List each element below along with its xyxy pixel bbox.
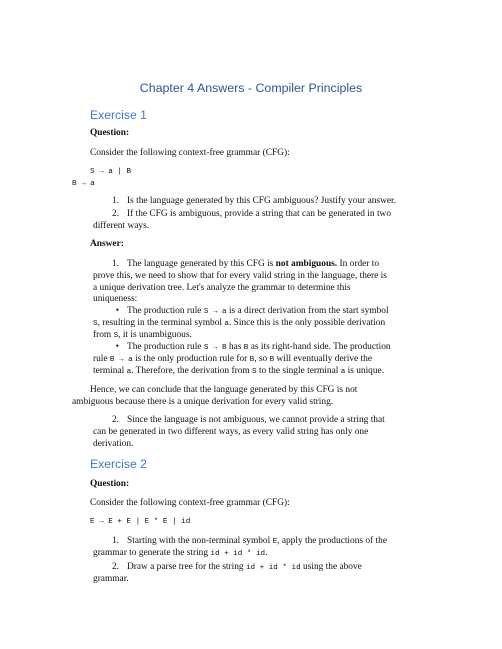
bullet-text: is unique. xyxy=(345,366,385,376)
grammar-rule-e: E → E + E | E * E | id xyxy=(90,518,191,526)
inline-code: B → a xyxy=(109,356,133,364)
inline-code: a xyxy=(224,320,229,328)
bullet-text: . Since this is the only possible derivation xyxy=(228,318,386,328)
question-text: , apply the productions of the xyxy=(277,536,387,546)
bullet-text: as its right-hand side. The production xyxy=(248,342,391,352)
list-number: 1. xyxy=(111,196,119,206)
bullet-text: The production rule xyxy=(127,342,204,352)
grammar-rule-s: S → a | B xyxy=(90,168,132,176)
bullet-text: has xyxy=(226,342,244,352)
bullet-icon: • xyxy=(115,342,119,352)
bullet-text: , resulting in the terminal symbol xyxy=(97,318,225,328)
question-intro: Consider the following context-free grammar (CFG): xyxy=(90,498,290,508)
question-item-2-cont: different ways. xyxy=(93,221,150,231)
answer-line: uniqueness: xyxy=(93,294,138,304)
question-line xyxy=(93,547,428,560)
inline-code: B xyxy=(249,356,255,364)
bullet-icon: • xyxy=(115,306,119,316)
inline-code: id + id * id xyxy=(245,564,301,572)
bullet-line xyxy=(93,365,428,378)
bullet-text: , it is unambiguous. xyxy=(118,330,192,340)
answer-line: can be generated in two different ways, as every valid string has only one xyxy=(93,427,369,437)
question-line: grammar. xyxy=(93,574,129,584)
question-text: using the above xyxy=(300,562,362,572)
bullet-text: will eventually derive the xyxy=(274,354,373,364)
page-title: Chapter 4 Answers - Compiler Principles xyxy=(139,81,363,95)
list-number: 1. xyxy=(111,536,119,546)
bullet-text: The production rule xyxy=(127,306,204,316)
inline-code: S → B xyxy=(203,344,227,352)
conclusion-line: Hence, we can conclude that the language generated by this CFG is not xyxy=(90,385,358,395)
bullet-text: is the only production rule for xyxy=(132,354,250,364)
grammar-rule-b: B → a xyxy=(72,180,95,188)
bullet-text: rule xyxy=(93,354,110,364)
answer-line: derivation. xyxy=(93,439,134,449)
list-number: 1. xyxy=(111,259,119,269)
answer-text: In order to xyxy=(337,259,380,269)
question-text: Starting with the non-terminal symbol xyxy=(127,536,273,546)
exercise-2-heading: Exercise 2 xyxy=(90,457,147,471)
bullet-text: is a direct derivation from the start symbol xyxy=(226,306,389,316)
question-text: Is the language generated by this CFG ambiguous? Justify your answer. xyxy=(127,196,396,206)
answer-line: prove this, we need to show that for every valid string in the language, there is xyxy=(93,271,387,281)
bullet-text: from xyxy=(93,330,114,340)
answer-text: The language generated by this CFG is xyxy=(127,259,276,269)
answer-emphasis: not ambiguous. xyxy=(275,259,338,269)
answer-item-2 xyxy=(93,414,428,426)
bullet-text: terminal xyxy=(93,366,127,376)
bullet-text: . Therefore, the derivation from xyxy=(131,366,253,376)
answer-item-1 xyxy=(93,258,428,270)
inline-code: B xyxy=(243,344,249,352)
list-number: 2. xyxy=(111,415,119,425)
answer-text: Since the language is not ambiguous, we cannot provide a string that xyxy=(127,415,385,425)
question-label: Question: xyxy=(90,128,130,138)
answer-label: Answer: xyxy=(90,239,124,249)
inline-code: S xyxy=(93,320,98,328)
question-text: . xyxy=(265,548,268,558)
inline-code: B xyxy=(269,356,275,364)
inline-code: E xyxy=(272,538,278,546)
inline-code: id + id * id xyxy=(210,550,266,558)
list-number: 2. xyxy=(111,562,119,572)
question-label: Question: xyxy=(90,479,130,489)
inline-code: a xyxy=(126,368,132,376)
inline-code: S → a xyxy=(203,308,227,316)
bullet-text: , so xyxy=(254,354,270,364)
inline-code: S xyxy=(252,368,257,376)
question-intro: Consider the following context-free grammar (CFG): xyxy=(90,148,290,158)
inline-code: S xyxy=(113,332,119,340)
question-item-2 xyxy=(93,208,428,220)
question-text: If the CFG is ambiguous, provide a string that can be generated in two xyxy=(127,209,392,219)
question-item-1 xyxy=(93,195,428,207)
list-number: 2. xyxy=(111,209,119,219)
question-text: Draw a parse tree for the string xyxy=(127,562,246,572)
inline-code: a xyxy=(340,368,346,376)
answer-line: a unique derivation tree. Let's analyze the grammar to determine this xyxy=(93,283,351,293)
question-text: grammar to generate the string xyxy=(93,548,211,558)
conclusion-line: ambiguous because there is a unique derivation for every valid string. xyxy=(72,397,334,407)
bullet-text: to the single terminal xyxy=(256,366,341,376)
exercise-1-heading: Exercise 1 xyxy=(90,108,147,122)
